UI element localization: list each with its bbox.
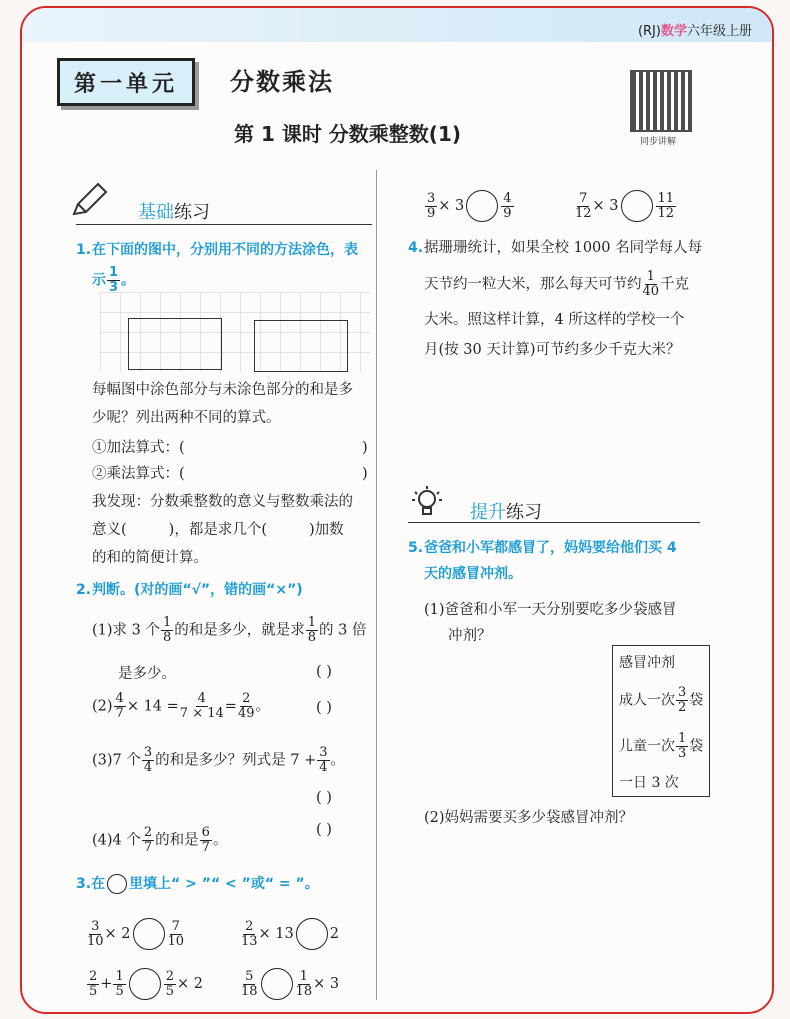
q3-a2-plus: + [100, 976, 113, 992]
frac-num: 1 [115, 968, 124, 984]
q3-d1 [574, 190, 677, 222]
q3-heading [76, 872, 319, 896]
frac-den: 7 [143, 840, 153, 855]
q2-answer-3[interactable]: ( ) [316, 790, 332, 806]
q1-add-formula: ①加法算式：( [92, 440, 185, 456]
frac-den: 7 × 14 [179, 706, 224, 721]
q1-para1: 每幅图中涂色部分与未涂色部分的和是多 [92, 382, 353, 398]
q1-text2-tail: 。 [121, 272, 136, 289]
q5-sub2: (2)妈妈需要买多少袋感冒冲剂？ [424, 810, 634, 826]
frac-den: 49 [237, 706, 255, 721]
q1-fraction [107, 266, 120, 295]
frac-den: 18 [295, 983, 313, 999]
q3-d1-right [656, 192, 677, 221]
frac-num: 1 [299, 968, 308, 984]
q1-para2: 少呢？列出两种不同的算式。 [92, 410, 281, 426]
box-child-frac [676, 732, 688, 761]
frac-num: 11 [657, 190, 675, 206]
q2-i1-frac2 [306, 616, 318, 645]
frac-den: 12 [575, 205, 592, 221]
q2-item4 [92, 826, 227, 855]
q3-a2 [86, 968, 203, 1000]
box-child-label: 儿童一次 [619, 738, 675, 755]
frac-num: 6 [201, 825, 210, 840]
frac-num: 7 [171, 918, 180, 934]
frac-den: 2 [678, 700, 687, 715]
q2-i2a: (2) [92, 698, 113, 715]
frac-num: 2 [89, 968, 98, 984]
q2-item2 [92, 692, 270, 721]
box-child [619, 732, 703, 761]
q3-a2-frac1 [87, 970, 99, 999]
q3-text-a: 在 [91, 876, 106, 892]
frac-den: 10 [87, 933, 104, 949]
frac-num: 3 [91, 918, 100, 934]
section-basic-blue: 基础 [138, 202, 174, 223]
section-basic-line [76, 224, 372, 225]
q1-add-close: ) [362, 440, 368, 456]
q5-line1: 爸爸和小军都感冒了，妈妈要给他们买 4 [424, 540, 677, 556]
frac-num: 1 [307, 615, 317, 630]
frac-num: 7 [579, 190, 588, 206]
q4-line4: 月(按 30 天计算)可节约多少千克大米？ [424, 342, 681, 358]
q2-i3b: 的和是多少？列式是 7 + [155, 752, 317, 769]
q2-answer-2[interactable]: ( ) [316, 700, 332, 716]
q3-c1-op: × 3 [438, 198, 465, 214]
header-tag [638, 20, 752, 39]
q3-b1 [240, 918, 339, 950]
unit-title: 分数乘法 [230, 68, 334, 96]
frac-num: 3 [678, 685, 687, 700]
q2-i2-frac2 [180, 692, 224, 721]
frac-num: 2 [242, 691, 251, 706]
frac-num: 3 [143, 745, 153, 760]
frac-num: 2 [143, 825, 153, 840]
q3-b2-frac [241, 970, 258, 999]
compare-circle-b2[interactable] [261, 968, 293, 1000]
q2-i2c: = [224, 698, 237, 715]
section-advanced-blue: 提升 [470, 502, 506, 523]
q4-line3: 大米。照这样计算，4 所这样的学校一个 [424, 312, 685, 328]
q5-line2: 天的感冒冲剂。 [424, 566, 522, 582]
q2-i2b: × 14 = [126, 698, 179, 715]
section-advanced-line [408, 522, 700, 523]
find2-a: 意义( [92, 522, 127, 538]
q3-a1 [86, 918, 185, 950]
q1-find2 [92, 518, 344, 542]
q4-number: 4. [408, 240, 424, 256]
frac-den: 12 [657, 205, 675, 221]
frac-den: 18 [241, 983, 258, 999]
compare-circle-a2[interactable] [129, 968, 161, 1000]
frac-den: 7 [201, 840, 210, 855]
q3-c1 [424, 190, 515, 222]
q5-number: 5. [408, 540, 424, 556]
box-adult-unit: 袋 [689, 692, 704, 709]
unit-label: 第一单元 [57, 58, 195, 106]
q3-text-b: 里填上“ > ”“ < ”或“ = ”。 [129, 876, 319, 892]
frac-num: 1 [109, 265, 119, 280]
box-adult-frac [676, 686, 688, 715]
frac-den: 4 [319, 760, 328, 775]
frac-den: 4 [143, 760, 153, 775]
box-child-unit: 袋 [689, 738, 704, 755]
q3-a2-frac2 [113, 970, 125, 999]
q2-item1 [92, 616, 367, 645]
q3-b2-op: × 3 [313, 976, 340, 992]
q2-i4-frac1 [142, 826, 154, 855]
section-basic-heading [138, 198, 210, 224]
frac-den: 5 [115, 983, 124, 999]
edition-label: (RJ) [637, 24, 661, 39]
box-frequency: 一日 3 次 [619, 775, 679, 791]
frac-den: 7 [115, 706, 124, 721]
qr-label: 同步讲解 [640, 137, 677, 147]
box-adult-label: 成人一次 [619, 692, 675, 709]
frac-den: 9 [503, 205, 512, 221]
q1-text2-lead: 示 [92, 272, 106, 289]
frac-num: 1 [678, 731, 687, 746]
q2-answer-4[interactable]: ( ) [316, 822, 332, 838]
q3-d1-frac [575, 192, 592, 221]
shape-rectangle-2[interactable] [254, 320, 348, 372]
q2-item1-cont: 是多少。 [118, 666, 176, 682]
q2-number: 2. [76, 582, 92, 598]
q1-text2 [92, 266, 135, 295]
q4-line2 [424, 270, 689, 299]
q2-i3a: (3)7 个 [92, 752, 141, 769]
q2-i2-frac1 [114, 692, 126, 721]
q2-i1c: 的 3 倍 [319, 622, 367, 639]
q1-number: 1. [76, 242, 92, 258]
q2-i4b: 的和是 [155, 832, 199, 849]
lesson-title: 第 1 课时 分数乘整数(1) [234, 122, 462, 146]
grade-label: 六年级上册 [686, 24, 752, 39]
medicine-info-box [612, 645, 710, 797]
frac-num: 1 [646, 269, 655, 284]
q3-a2-op: × 2 [177, 976, 203, 992]
section-advanced-heading [470, 498, 542, 524]
pencil-icon [70, 182, 110, 218]
compare-circle-c1[interactable] [466, 190, 498, 222]
q3-b1-right: 2 [329, 926, 339, 942]
frac-den: 9 [427, 205, 436, 221]
q4-line1: 据珊珊统计，如果全校 1000 名同学每人每 [424, 240, 703, 256]
q2-i4c: 。 [212, 832, 228, 849]
q2-i4-frac2 [200, 826, 212, 855]
q5-sub1a: (1)爸爸和小军一天分别要吃多少袋感冒 [424, 602, 677, 618]
shape-rectangle-1[interactable] [128, 318, 222, 370]
q3-a1-right [168, 920, 185, 949]
section-basic-black: 练习 [174, 202, 210, 223]
frac-den: 3 [678, 746, 687, 761]
q2-answer-1[interactable]: ( ) [316, 664, 332, 680]
lightbulb-icon [410, 484, 444, 520]
q3-number: 3. [76, 876, 92, 892]
frac-num: 1 [162, 615, 172, 630]
q3-c1-frac [425, 192, 437, 221]
q4-frac [643, 270, 660, 299]
q1-find1: 我发现：分数乘整数的意义与整数乘法的 [92, 494, 353, 510]
q3-a1-frac [87, 920, 104, 949]
q2-item3 [92, 746, 345, 775]
q1-text: 在下面的图中，分别用不同的方法涂色，表 [92, 242, 358, 258]
column-divider [376, 170, 377, 1000]
section-advanced-black: 练习 [506, 502, 542, 523]
circle-icon [107, 874, 127, 894]
q2-text: 判断。(对的画“√”，错的画“×”) [92, 582, 303, 598]
frac-num: 3 [427, 190, 436, 206]
box-adult [619, 686, 703, 715]
q2-i1-frac [161, 616, 173, 645]
frac-num: 2 [245, 918, 254, 934]
find2-c: )加数 [309, 522, 344, 538]
q3-b2 [240, 968, 339, 1000]
q3-a2-right [164, 970, 176, 999]
q2-i3c: 。 [330, 752, 346, 769]
compare-circle-d1[interactable] [621, 190, 653, 222]
q2-i3-frac [142, 746, 154, 775]
frac-den: 10 [167, 933, 185, 949]
frac-den: 13 [241, 933, 258, 949]
q2-i1a: (1)求 3 个 [92, 622, 160, 639]
q4-l2a: 天节约一粒大米，那么每天可节约 [424, 276, 642, 293]
frac-den: 40 [642, 284, 660, 299]
q3-d1-op: × 3 [592, 198, 619, 214]
q5-sub1b: 冲剂？ [448, 628, 492, 644]
qr-code-icon[interactable] [630, 70, 692, 132]
frac-num: 4 [503, 190, 512, 206]
q3-b2-right [296, 970, 313, 999]
subject-label: 数学 [660, 24, 687, 39]
q2-i1b: 的和是多少，就是求 [174, 622, 305, 639]
frac-den: 3 [109, 280, 119, 295]
frac-num: 4 [115, 691, 124, 706]
compare-circle-b1[interactable] [296, 918, 328, 950]
compare-circle-a1[interactable] [133, 918, 165, 950]
q1-mul-close: ) [362, 466, 368, 482]
q2-i2-frac3 [238, 692, 255, 721]
q1-find3: 的和的简便计算。 [92, 550, 208, 566]
frac-den: 8 [307, 630, 317, 645]
q4-l2b: 千克 [660, 276, 690, 293]
q1-mul-formula: ②乘法算式：( [92, 466, 185, 482]
q2-i2d: 。 [255, 698, 270, 715]
q3-b1-op: × 13 [258, 926, 294, 942]
q3-a1-op: × 2 [104, 926, 131, 942]
frac-den: 8 [162, 630, 172, 645]
frac-den: 5 [89, 983, 98, 999]
q3-c1-right [501, 192, 513, 221]
box-title: 感冒冲剂 [619, 655, 675, 671]
frac-num: 2 [165, 968, 174, 984]
q2-i3-frac2 [317, 746, 329, 775]
frac-num: 4 [197, 691, 206, 706]
frac-den: 5 [165, 983, 174, 999]
frac-num: 3 [319, 745, 328, 760]
frac-num: 5 [245, 968, 254, 984]
q2-i4a: (4)4 个 [92, 832, 141, 849]
find2-b: )，都是求几个( [168, 522, 267, 538]
q3-b1-frac [241, 920, 258, 949]
